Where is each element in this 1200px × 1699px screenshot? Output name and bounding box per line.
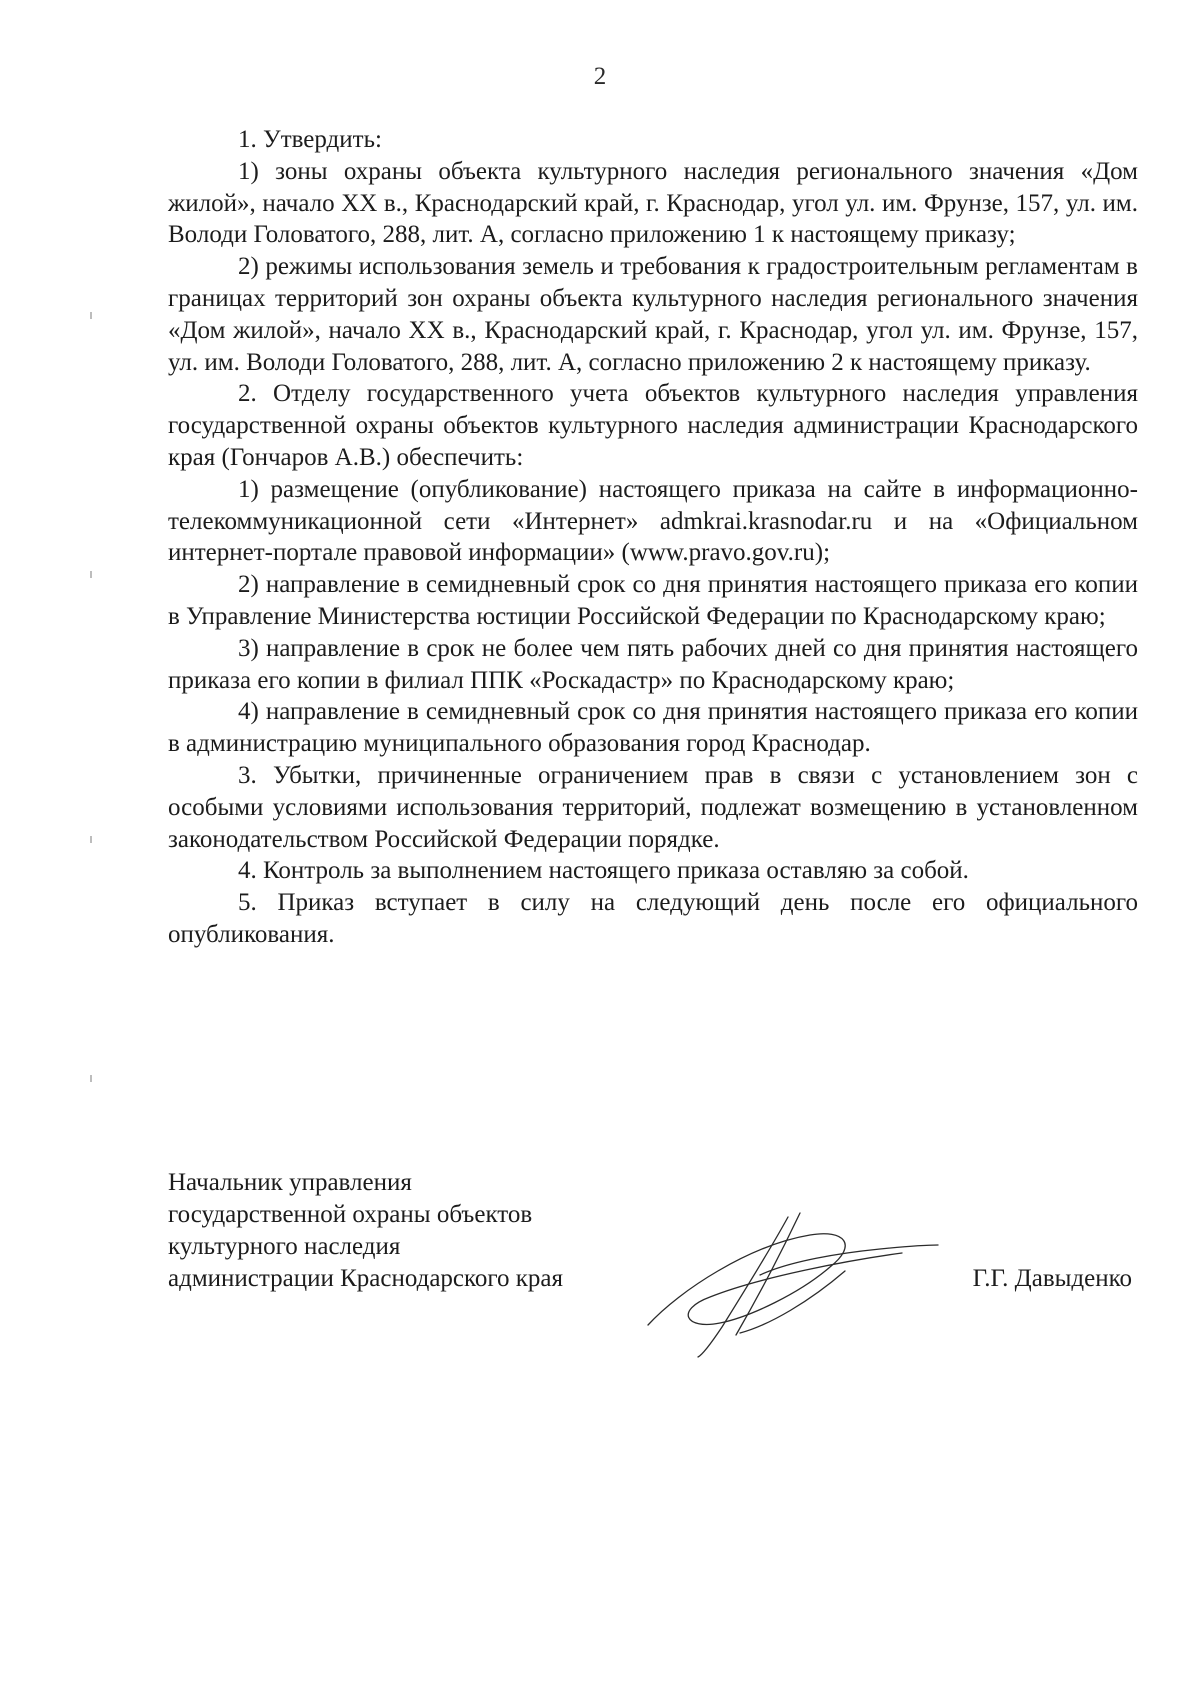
paragraph-order-item-1: 1) размещение (опубликование) настоящего приказа на сайте в информационно-телекоммуникационной сети «Интернет» admkrai.krasnodar.ru и на «Официальном интернет-портале правовой информации» (www.pravo.gov.ru); [168,475,1138,567]
scan-margin-mark [90,571,92,578]
paragraph-approve: 1. Утвердить: [238,126,382,153]
page-number: 2 [593,63,607,90]
scan-margin-mark [90,1075,92,1082]
paragraph-order-item-3: 3) направление в срок не более чем пять рабочих дней со дня принятия настоящего приказа его копии в филиал ППК «Роскадастр» по Краснодарскому краю; [168,634,1138,694]
paragraph-order-item-4: 4) направление в семидневный срок со дня принятия настоящего приказа его копии в администрацию муниципального образования город Краснодар. [168,698,1138,758]
signatory-name: Г.Г. Давыденко [972,1265,1132,1292]
paragraph-order-item-2: 2) направление в семидневный срок со дня принятия настоящего приказа его копии в Управление Министерства юстиции Российской Федерации по Краснодарскому краю; [168,571,1138,630]
signatory-title-line: администрации Краснодарского края [168,1265,564,1292]
signatory-title-line: Начальник управления [168,1169,412,1196]
paragraph-approve-item-2: 2) режимы использования земель и требования к градостроительным регламентам в границах территорий зон охраны объекта культурного наследия регионального значения «Дом жилой», начало XX в., Краснодарский край, г. Краснодар, угол ул. им. Фрунзе, 157, ул. им. Володи Головатого, 288, лит. А, согласно приложению 2 к настоящему приказу. [168,253,1138,376]
paragraph-effective-date: 5. Приказ вступает в силу на следующий день после его официального опубликования. [168,889,1138,948]
scan-margin-mark [90,312,92,319]
handwritten-signature [640,1205,940,1360]
scan-margin-mark [90,836,92,843]
signatory-title-line: культурного наследия [168,1233,401,1260]
paragraph-approve-item-1: 1) зоны охраны объекта культурного наследия регионального значения «Дом жилой», начало XX в., Краснодарский край, г. Краснодар, угол ул. им. Фрунзе, 157, ул. им. Володи Головатого, 288, лит. А, согласно приложению 1 к настоящему приказу; [168,157,1138,249]
paragraph-department-order: 2. Отделу государственного учета объектов культурного наследия управления государственной охраны объектов культурного наследия администрации Краснодарского края (Гончаров А.В.) обеспечить: [168,380,1138,471]
signatory-title-line: государственной охраны объектов [168,1201,533,1228]
paragraph-control: 4. Контроль за выполнением настоящего приказа оставляю за собой. [238,857,969,885]
document-body [168,124,1138,951]
paragraph-losses: 3. Убытки, причиненные ограничением прав в связи с установлением зон с особыми условиями использования территорий, подлежат возмещению в установленном законодательством Российской Федерации порядке. [168,761,1138,853]
